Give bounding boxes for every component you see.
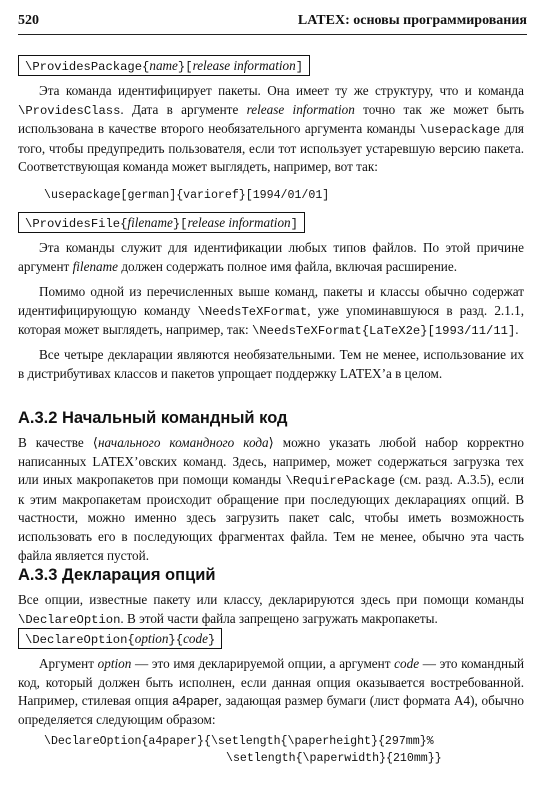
syntax-arg: name xyxy=(149,58,178,73)
text: Эта команды служит для идентификации любых типов файлов. По этой причине аргумент xyxy=(18,240,524,274)
page-header xyxy=(18,12,527,32)
text: для того, чтобы предупредить пользователя, если тот использует устаревшую версию пакета. Соответствующая команда может выглядеть, например, вот так: xyxy=(18,121,524,175)
inline-code: \RequirePackage xyxy=(285,474,396,489)
syntax-sep: ] xyxy=(290,217,298,231)
emphasis: option xyxy=(97,656,132,671)
emphasis: release information xyxy=(246,101,355,117)
running-title: LATEX: основы программирования xyxy=(297,13,527,28)
paragraph-four-declarations xyxy=(18,346,524,383)
paragraph-option-argument xyxy=(18,655,524,729)
syntax-command: \ProvidesPackage{ xyxy=(25,60,150,74)
inline-code: \ProvidesClass xyxy=(18,103,121,118)
emphasis: code xyxy=(394,656,420,671)
syntax-arg: release information xyxy=(187,215,291,230)
option-name: a4paper xyxy=(172,694,219,709)
text: Все опции, известные пакету или классу, декларируются здесь при помощи команды xyxy=(18,592,524,607)
text: ⟩ можно указать любой набор корректно написанных LATEX’овских команд. Здесь, например, может содержаться загрузка тех или иных макропакетов при помощи команды xyxy=(18,435,524,488)
text: должен содержать полное имя файла, включая расширение. xyxy=(118,258,457,274)
text: Эта команда идентифицирует пакеты. Она имеет ту же структуру, что и команда xyxy=(39,83,524,98)
syntax-box-declareoption xyxy=(18,628,222,649)
text: Помимо одной из перечисленных выше команд, пакеты и классы обычно содержат идентифицирующую команду xyxy=(18,284,524,318)
text: В качестве ⟨ xyxy=(18,435,98,450)
text: — это имя декларируемой опции, а аргумент xyxy=(131,656,395,671)
syntax-box-providespackage xyxy=(18,55,310,76)
syntax-command: \ProvidesFile{ xyxy=(25,217,128,231)
paragraph-providesfile xyxy=(18,239,524,276)
code-example-a4paper-line1: \DeclareOption{a4paper}{\setlength{\paperheight}{297mm}% xyxy=(44,735,434,748)
text: — это командный код, который должен быть исполнен, если данная опция оказывается востребованной. Например, стилевая опция xyxy=(18,656,525,709)
inline-code: \NeedsTeXFormat xyxy=(197,304,308,319)
text: , чтобы иметь возможность использовать его в последующих фрагментах файла. Тем не менее, обычно эта часть файла является пустой. xyxy=(18,510,524,563)
syntax-arg: option xyxy=(134,631,169,646)
text: , уже упоминавшуюся в разд. 2.1.1, которая может выглядеть, например, так: xyxy=(18,302,524,338)
syntax-arg: code xyxy=(183,631,208,646)
paragraph-needstexformat xyxy=(18,283,524,341)
syntax-arg: filename xyxy=(127,215,173,230)
syntax-sep: }[ xyxy=(177,60,193,74)
paragraph-providespackage xyxy=(18,82,524,177)
syntax-box-providesfile xyxy=(18,212,305,233)
text: (см. разд. A.3.5), если к этим макропакетам происходит обращение при последующих декларациях опций. В частности, можно именно здесь загрузить пакет xyxy=(18,472,524,526)
code-example-a4paper-line2: \setlength{\paperwidth}{210mm}} xyxy=(226,752,442,765)
section-heading-a32: A.3.2 Начальный командный код xyxy=(18,409,288,427)
paragraph-declare-options xyxy=(18,591,524,629)
package-name: calc xyxy=(328,511,352,526)
syntax-command: \DeclareOption{ xyxy=(25,633,135,647)
inline-code: \usepackage xyxy=(419,123,501,138)
text: Все четыре декларации являются необязательными. Тем не менее, использование их в дистрибутивах классов и пакетов упрощает поддержку LATEX’а в целом. xyxy=(18,347,524,381)
paragraph-initial-code xyxy=(18,434,524,565)
syntax-sep: ] xyxy=(295,60,304,74)
header-rule xyxy=(18,34,527,35)
text: , задающая размер бумаги (лист формата A4), обычно определяется следующим образом: xyxy=(18,693,524,727)
text: . xyxy=(515,322,519,338)
code-example-usepackage: \usepackage[german]{varioref}[1994/01/01] xyxy=(44,189,330,202)
emphasis: filename xyxy=(72,258,119,274)
text: . Дата в аргументе xyxy=(120,101,247,117)
inline-code: \NeedsTeXFormat{LaTeX2e}[1993/11/11] xyxy=(252,324,516,339)
text: . В этой части файла запрещено загружать макропакеты. xyxy=(120,610,438,626)
section-heading-a33: A.3.3 Декларация опций xyxy=(18,566,216,584)
text: точно так же может быть использована в качестве второго необязательного аргумента команды xyxy=(18,101,524,137)
syntax-sep: } xyxy=(207,633,216,647)
syntax-sep: }[ xyxy=(172,217,188,231)
syntax-arg: release information xyxy=(192,58,296,73)
syntax-sep: }{ xyxy=(168,633,184,647)
inline-code: \DeclareOption xyxy=(18,612,121,627)
page-number: 520 xyxy=(18,13,39,28)
text: Аргумент xyxy=(39,656,98,671)
emphasis: начального командного кода xyxy=(97,435,269,450)
